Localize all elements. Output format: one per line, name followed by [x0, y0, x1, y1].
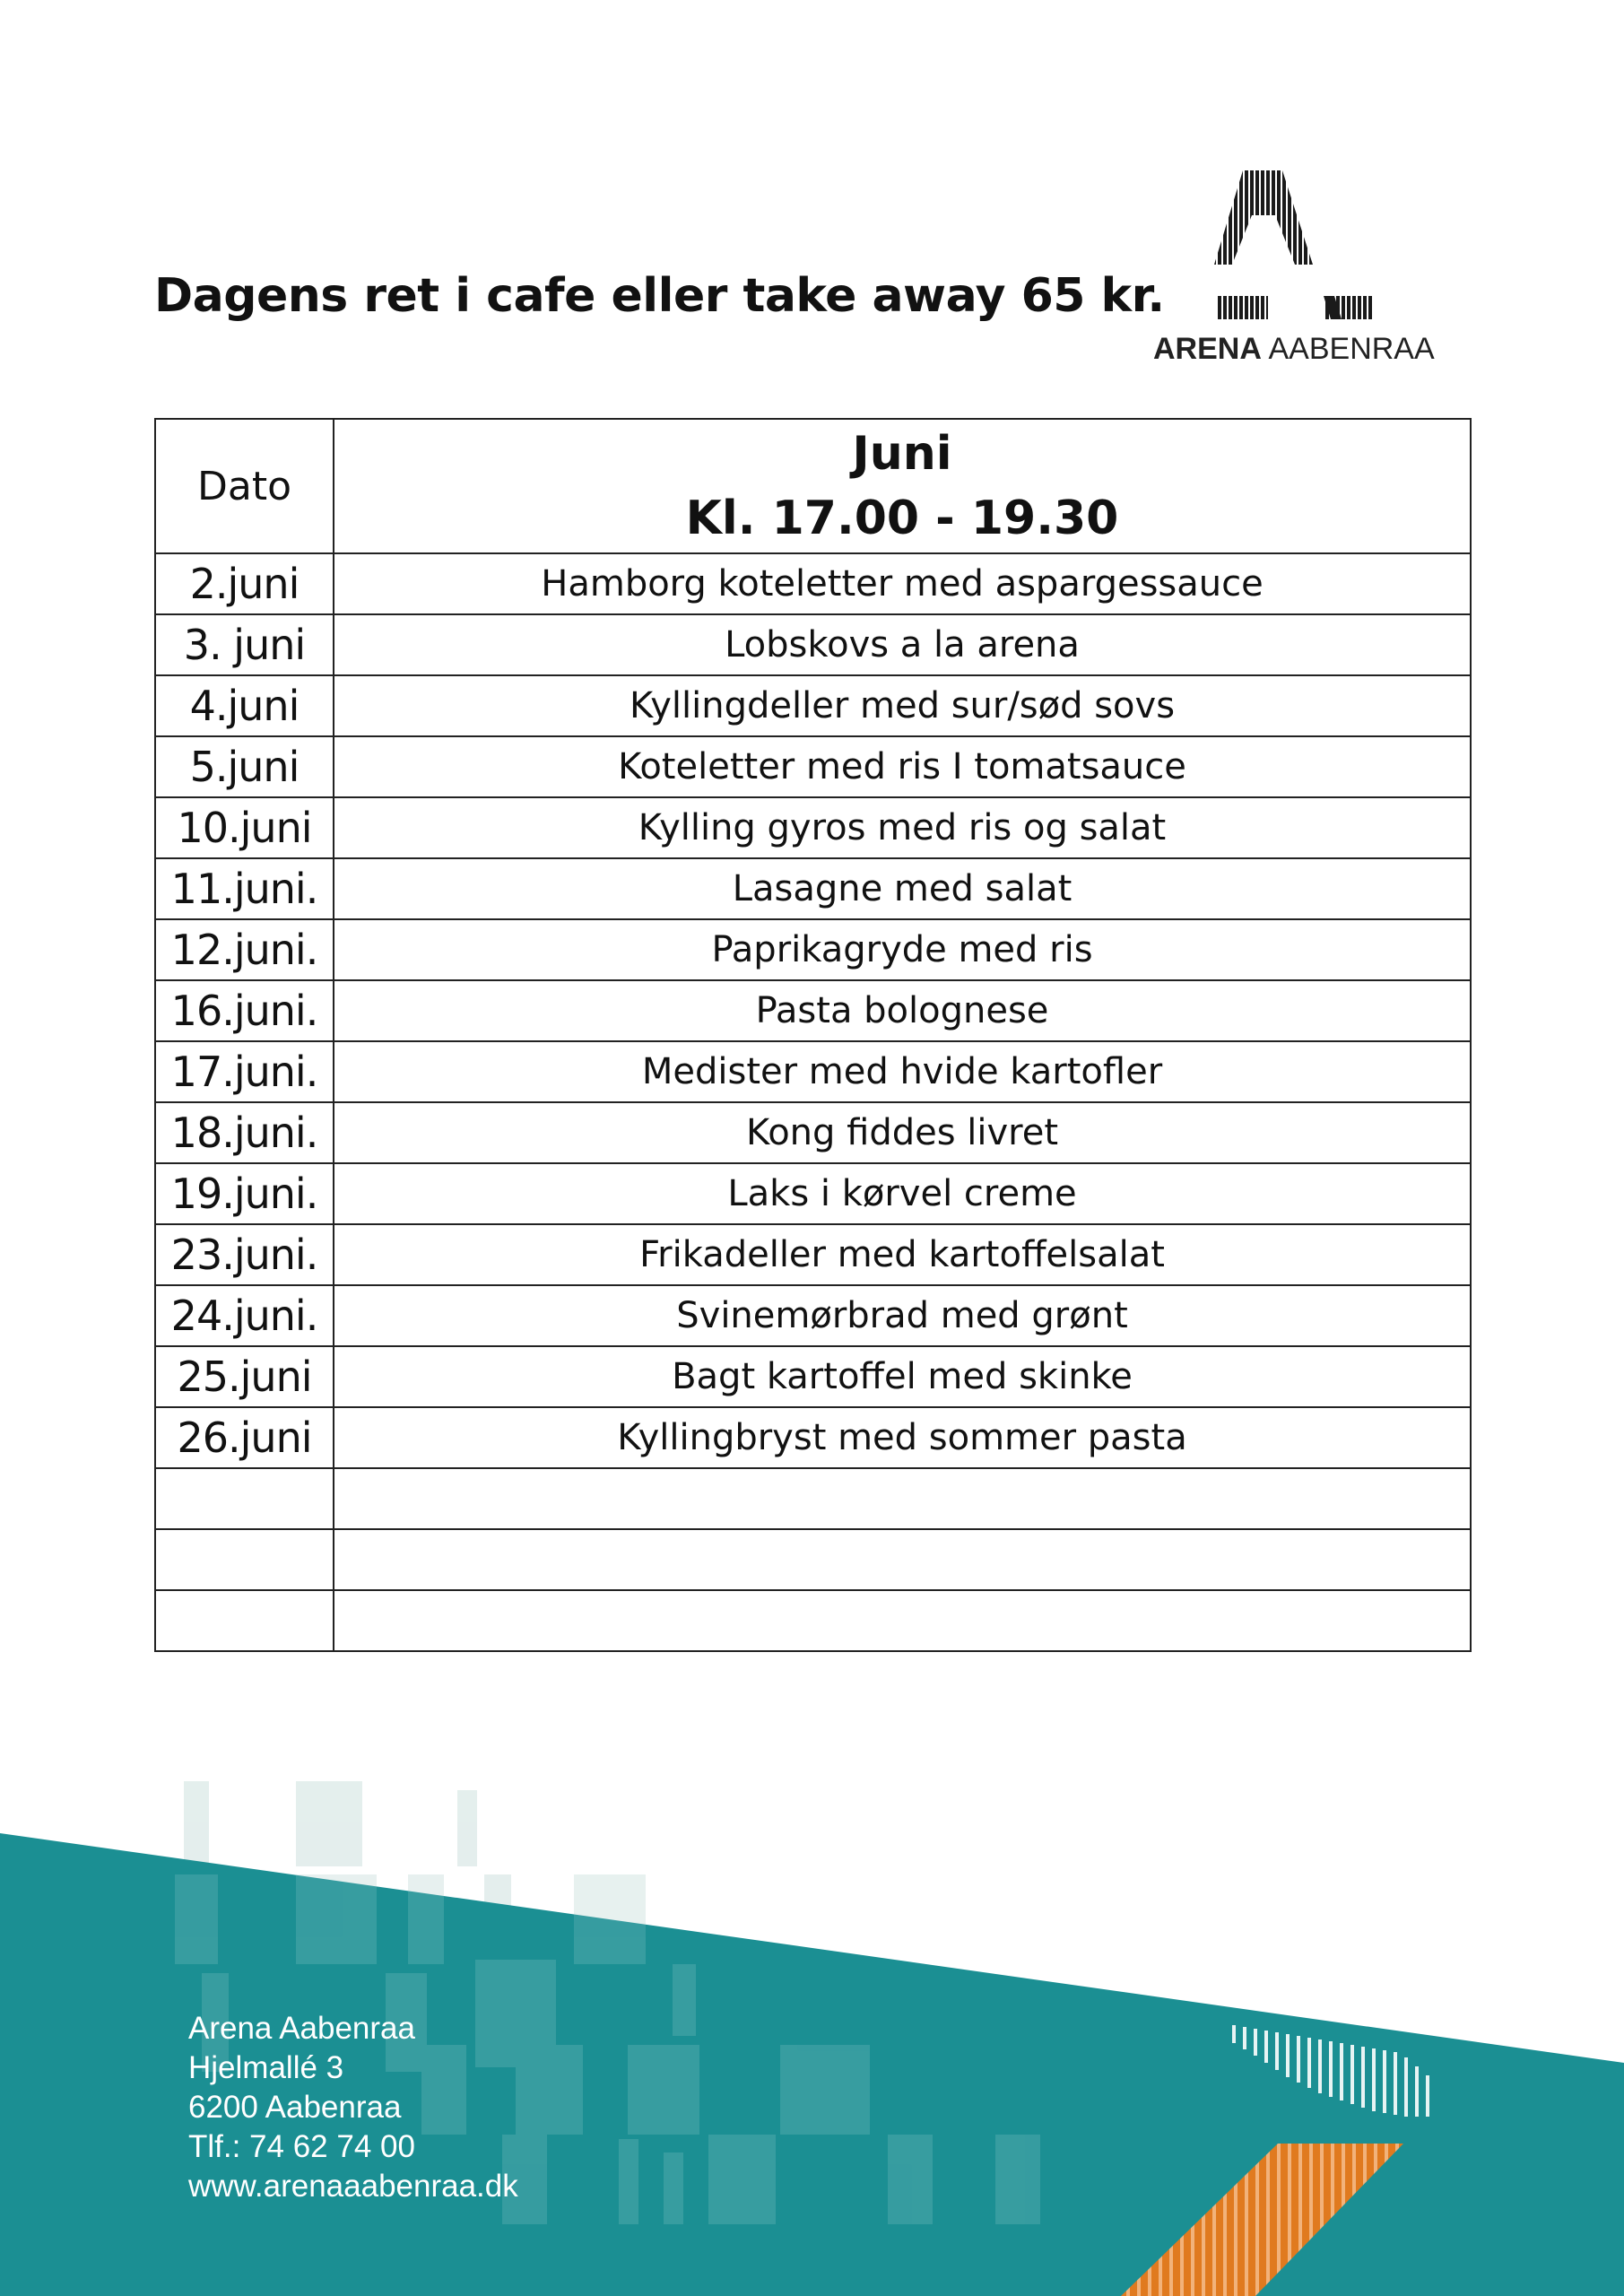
- empty-row: [155, 1590, 1471, 1651]
- logo-brand-rest: AABENRAA: [1261, 332, 1435, 366]
- table-row: [155, 1407, 1471, 1468]
- logo-brand-bold: ARENA: [1153, 332, 1262, 366]
- row-dish: Kylling gyros med ris og salat: [334, 797, 1471, 858]
- table-row: [155, 736, 1471, 797]
- empty-cell: [155, 1468, 334, 1529]
- table-row: [155, 1224, 1471, 1285]
- empty-cell: [334, 1529, 1471, 1590]
- table-row: [155, 858, 1471, 919]
- header-month-time: [334, 419, 1471, 553]
- row-date: 10.juni: [155, 797, 334, 858]
- row-date: 11.juni.: [155, 858, 334, 919]
- row-date: 16.juni.: [155, 980, 334, 1041]
- row-date: 17.juni.: [155, 1041, 334, 1102]
- table-row: [155, 1041, 1471, 1102]
- table-row: [155, 1346, 1471, 1407]
- row-dish: Hamborg koteletter med aspargessauce: [334, 553, 1471, 614]
- row-dish: Pasta bolognese: [334, 980, 1471, 1041]
- row-date: 23.juni.: [155, 1224, 334, 1285]
- header-time: Kl. 17.00 - 19.30: [685, 491, 1119, 545]
- empty-cell: [334, 1468, 1471, 1529]
- row-date: 26.juni: [155, 1407, 334, 1468]
- row-date: 25.juni: [155, 1346, 334, 1407]
- row-date: 3. juni: [155, 614, 334, 675]
- row-date: 24.juni.: [155, 1285, 334, 1346]
- row-dish: Koteletter med ris I tomatsauce: [334, 736, 1471, 797]
- menu-table: [154, 418, 1472, 1652]
- table-row: [155, 797, 1471, 858]
- empty-cell: [334, 1590, 1471, 1651]
- table-row: [155, 1285, 1471, 1346]
- table-row: [155, 614, 1471, 675]
- row-dish: Lasagne med salat: [334, 858, 1471, 919]
- header-month: Juni: [852, 427, 952, 481]
- row-dish: Kyllingdeller med sur/sød sovs: [334, 675, 1471, 736]
- row-dish: Laks i kørvel creme: [334, 1163, 1471, 1224]
- row-date: 18.juni.: [155, 1102, 334, 1163]
- address-street: Hjelmallé 3: [188, 2050, 344, 2085]
- row-dish: Bagt kartoffel med skinke: [334, 1346, 1471, 1407]
- table-row: [155, 553, 1471, 614]
- empty-cell: [155, 1590, 334, 1651]
- row-dish: Paprikagryde med ris: [334, 919, 1471, 980]
- row-date: 5.juni: [155, 736, 334, 797]
- logo-wordmark: [1153, 332, 1435, 367]
- row-dish: Lobskovs a la arena: [334, 614, 1471, 675]
- row-dish: Kong fiddes livret: [334, 1102, 1471, 1163]
- empty-row: [155, 1468, 1471, 1529]
- page-title: Dagens ret i cafe eller take away 65 kr.: [154, 269, 1165, 323]
- address-web-link[interactable]: www.arenaaabenraa.dk: [188, 2169, 518, 2204]
- row-dish: Svinemørbrad med grønt: [334, 1285, 1471, 1346]
- empty-cell: [155, 1529, 334, 1590]
- header-date: Dato: [155, 419, 334, 553]
- row-date: 4.juni: [155, 675, 334, 736]
- row-dish: Medister med hvide kartofler: [334, 1041, 1471, 1102]
- address-phone: Tlf.: 74 62 74 00: [188, 2129, 415, 2164]
- table-row: [155, 1163, 1471, 1224]
- table-row: [155, 980, 1471, 1041]
- table-row: [155, 675, 1471, 736]
- row-date: 12.juni.: [155, 919, 334, 980]
- row-dish: Kyllingbryst med sommer pasta: [334, 1407, 1471, 1468]
- row-dish: Frikadeller med kartoffelsalat: [334, 1224, 1471, 1285]
- row-date: 19.juni.: [155, 1163, 334, 1224]
- address-block: [188, 2009, 518, 2206]
- address-name: Arena Aabenraa: [188, 2011, 415, 2046]
- table-row: [155, 1102, 1471, 1163]
- empty-row: [155, 1529, 1471, 1590]
- table-header-row: [155, 419, 1471, 553]
- table-row: [155, 919, 1471, 980]
- address-city: 6200 Aabenraa: [188, 2090, 402, 2125]
- row-date: 2.juni: [155, 553, 334, 614]
